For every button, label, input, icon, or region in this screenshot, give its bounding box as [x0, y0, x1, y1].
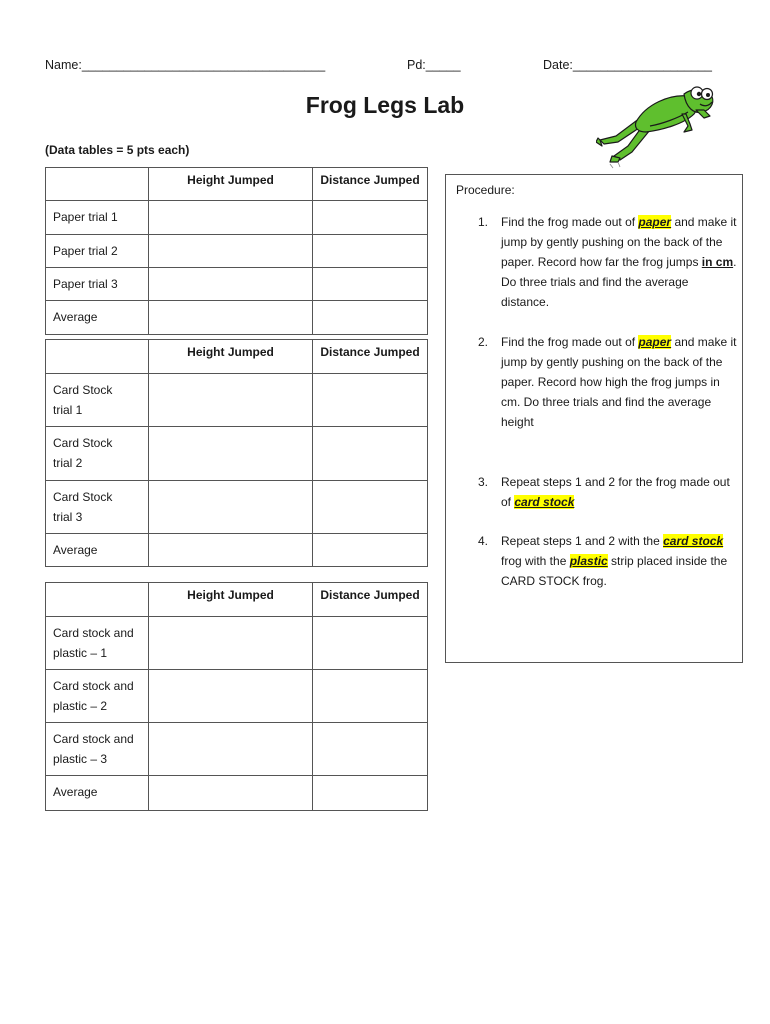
corner-cell [46, 168, 149, 201]
table-row [46, 301, 428, 335]
distance-cell[interactable] [313, 617, 428, 670]
procedure-box [445, 174, 743, 663]
height-cell[interactable] [149, 427, 313, 481]
distance-cell[interactable] [313, 268, 428, 301]
step-number: 1. [478, 215, 489, 229]
table-row [46, 268, 428, 301]
keyword-highlight: paper [638, 335, 672, 349]
table-row [46, 534, 428, 567]
column-header-height: Height Jumped [149, 583, 313, 617]
distance-cell[interactable] [313, 374, 428, 427]
row-label: Card stock and plastic – 2 [46, 670, 149, 723]
table-row [46, 427, 428, 481]
row-label: Card Stock trial 2 [46, 427, 149, 481]
distance-cell[interactable] [313, 776, 428, 811]
points-note: (Data tables = 5 pts each) [45, 143, 190, 157]
distance-cell[interactable] [313, 534, 428, 567]
step-text: Find the frog made out of paper and make it jump by gently pushing on the back of the paper. Record how high the frog jumps in cm. Do three trials and find the average height [501, 335, 737, 429]
corner-cell [46, 340, 149, 374]
name-label: Name: [45, 58, 82, 72]
cardstock-plastic-data-table [45, 582, 428, 811]
height-cell[interactable] [149, 670, 313, 723]
height-cell[interactable] [149, 374, 313, 427]
height-cell[interactable] [149, 268, 313, 301]
column-header-distance: Distance Jumped [313, 168, 428, 201]
frog-icon [596, 80, 722, 172]
paper-data-table [45, 167, 428, 335]
date-label: Date: [543, 58, 573, 72]
period-field[interactable] [407, 58, 461, 72]
column-header-distance: Distance Jumped [313, 340, 428, 374]
row-label: Card Stock trial 1 [46, 374, 149, 427]
table-row [46, 617, 428, 670]
distance-cell[interactable] [313, 301, 428, 335]
date-blank[interactable]: ____________________ [572, 58, 712, 72]
distance-cell[interactable] [313, 235, 428, 268]
pd-blank[interactable]: _____ [425, 58, 461, 72]
row-label: Card Stock trial 3 [46, 481, 149, 534]
table-row [46, 670, 428, 723]
corner-cell [46, 583, 149, 617]
row-label: Paper trial 3 [46, 268, 149, 301]
row-label: Card stock and plastic – 1 [46, 617, 149, 670]
step-text: Repeat steps 1 and 2 for the frog made out of card stock [501, 475, 730, 509]
pd-label: Pd: [407, 58, 426, 72]
height-cell[interactable] [149, 301, 313, 335]
height-cell[interactable] [149, 481, 313, 534]
table-row [46, 235, 428, 268]
keyword-highlight: plastic [569, 554, 608, 568]
height-cell[interactable] [149, 235, 313, 268]
step-number: 3. [478, 475, 489, 489]
table-row [46, 201, 428, 235]
row-label: Card stock and plastic – 3 [46, 723, 149, 776]
step-number: 2. [478, 335, 489, 349]
distance-cell[interactable] [313, 723, 428, 776]
step-number: 4. [478, 534, 489, 548]
distance-cell[interactable] [313, 201, 428, 235]
table-row [46, 481, 428, 534]
height-cell[interactable] [149, 534, 313, 567]
step-text: Find the frog made out of paper and make it jump by gently pushing on the back of the paper. Record how far the frog jumps in cm. Do three trials and find the average distance. [501, 215, 737, 309]
distance-cell[interactable] [313, 481, 428, 534]
column-header-distance: Distance Jumped [313, 583, 428, 617]
page-title: Frog Legs Lab [305, 92, 465, 118]
distance-cell[interactable] [313, 427, 428, 481]
cardstock-data-table [45, 339, 428, 567]
keyword-underline: in cm [701, 255, 734, 269]
step-text: Repeat steps 1 and 2 with the card stock frog with the plastic strip placed inside the CARD STOCK frog. [501, 534, 728, 588]
height-cell[interactable] [149, 776, 313, 811]
row-label: Average [46, 301, 149, 335]
keyword-highlight: card stock [663, 534, 724, 548]
keyword-highlight: paper [638, 215, 672, 229]
column-header-height: Height Jumped [149, 168, 313, 201]
date-field[interactable] [543, 58, 712, 72]
row-label: Average [46, 776, 149, 811]
procedure-title: Procedure: [456, 183, 515, 197]
name-blank[interactable]: ___________________________________ [81, 58, 326, 72]
row-label: Paper trial 2 [46, 235, 149, 268]
keyword-highlight: card stock [514, 495, 575, 509]
table-row [46, 723, 428, 776]
height-cell[interactable] [149, 617, 313, 670]
height-cell[interactable] [149, 723, 313, 776]
row-label: Average [46, 534, 149, 567]
row-label: Paper trial 1 [46, 201, 149, 235]
table-row [46, 374, 428, 427]
table-row [46, 776, 428, 811]
column-header-height: Height Jumped [149, 340, 313, 374]
name-field[interactable] [45, 58, 325, 72]
distance-cell[interactable] [313, 670, 428, 723]
height-cell[interactable] [149, 201, 313, 235]
